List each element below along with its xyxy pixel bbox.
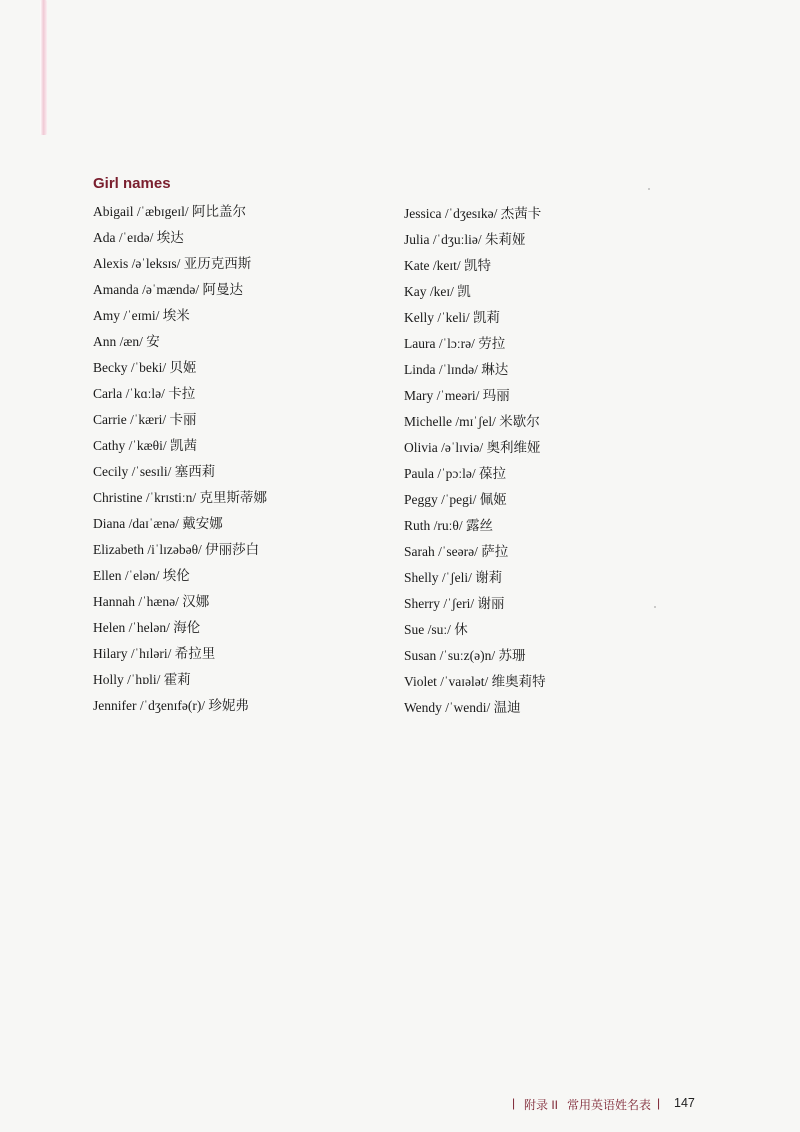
name-entry: Julia /ˈdʒuːliə/ 朱莉娅 [404,232,526,247]
name-entry: Cecily /ˈsesɪli/ 塞西莉 [93,464,216,479]
page-edge-tab [40,0,47,135]
name-entry: Christine /ˈkrɪstiːn/ 克里斯蒂娜 [93,490,267,505]
name-entry: Kay /keɪ/ 凯 [404,284,471,299]
name-entry: Susan /ˈsuːz(ə)n/ 苏珊 [404,648,526,663]
name-entry: Violet /ˈvaɪələt/ 维奥莉特 [404,674,546,689]
name-entry: Carla /ˈkɑːlə/ 卡拉 [93,386,196,401]
name-entry: Hilary /ˈhɪləri/ 希拉里 [93,646,216,661]
footer-appendix-label: 附录 II [524,1098,559,1112]
name-entry: Cathy /ˈkæθi/ 凯茜 [93,438,197,453]
page-number: 147 [674,1096,695,1110]
name-entry: Sherry /ˈʃeri/ 谢丽 [404,596,505,611]
name-entry: Kelly /ˈkeli/ 凯莉 [404,310,500,325]
paper-speck [648,188,650,190]
name-entry: Ruth /ruːθ/ 露丝 [404,518,493,533]
name-entry: Jessica /ˈdʒesɪkə/ 杰茜卡 [404,206,542,221]
name-entry: Paula /ˈpɔːlə/ 葆拉 [404,466,506,481]
paper-speck [654,606,656,608]
name-entry: Sue /suː/ 休 [404,622,468,637]
name-list-left-column [93,199,267,719]
footer-separator: | [512,1096,516,1110]
name-entry: Becky /ˈbeki/ 贝姬 [93,360,197,375]
name-list-right-column [404,201,546,721]
name-entry: Linda /ˈlɪndə/ 琳达 [404,362,509,377]
footer-separator: | [657,1096,661,1110]
name-entry: Hannah /ˈhænə/ 汉娜 [93,594,210,609]
name-entry: Alexis /əˈleksɪs/ 亚历克西斯 [93,256,252,271]
name-entry: Ellen /ˈelən/ 埃伦 [93,568,190,583]
name-entry: Olivia /əˈlɪviə/ 奥利维娅 [404,440,541,455]
name-entry: Michelle /mɪˈʃel/ 米歇尔 [404,414,540,429]
name-entry: Laura /ˈlɔːrə/ 劳拉 [404,336,506,351]
name-entry: Amanda /əˈmændə/ 阿曼达 [93,282,243,297]
name-entry: Jennifer /ˈdʒenɪfə(r)/ 珍妮弗 [93,698,249,713]
name-entry: Ann /æn/ 安 [93,334,160,349]
name-entry: Carrie /ˈkæri/ 卡丽 [93,412,197,427]
name-entry: Diana /daɪˈænə/ 戴安娜 [93,516,223,531]
name-entry: Elizabeth /iˈlɪzəbəθ/ 伊丽莎白 [93,542,260,557]
name-entry: Amy /ˈeɪmi/ 埃米 [93,308,190,323]
name-entry: Kate /keɪt/ 凯特 [404,258,491,273]
name-entry: Sarah /ˈseərə/ 萨拉 [404,544,509,559]
name-entry: Helen /ˈhelən/ 海伦 [93,620,201,635]
name-entry: Peggy /ˈpegi/ 佩姬 [404,492,507,507]
name-entry: Abigail /ˈæbɪgeɪl/ 阿比盖尔 [93,204,246,219]
name-entry: Wendy /ˈwendi/ 温迪 [404,700,521,715]
name-entry: Shelly /ˈʃeli/ 谢莉 [404,570,503,585]
name-entry: Holly /ˈhɒli/ 霍莉 [93,672,191,687]
page-footer [0,1096,800,1116]
name-entry: Ada /ˈeɪdə/ 埃达 [93,230,184,245]
section-heading: Girl names [93,175,171,192]
name-entry: Mary /ˈmeəri/ 玛丽 [404,388,510,403]
footer-section-title: 常用英语姓名表 [567,1098,652,1112]
